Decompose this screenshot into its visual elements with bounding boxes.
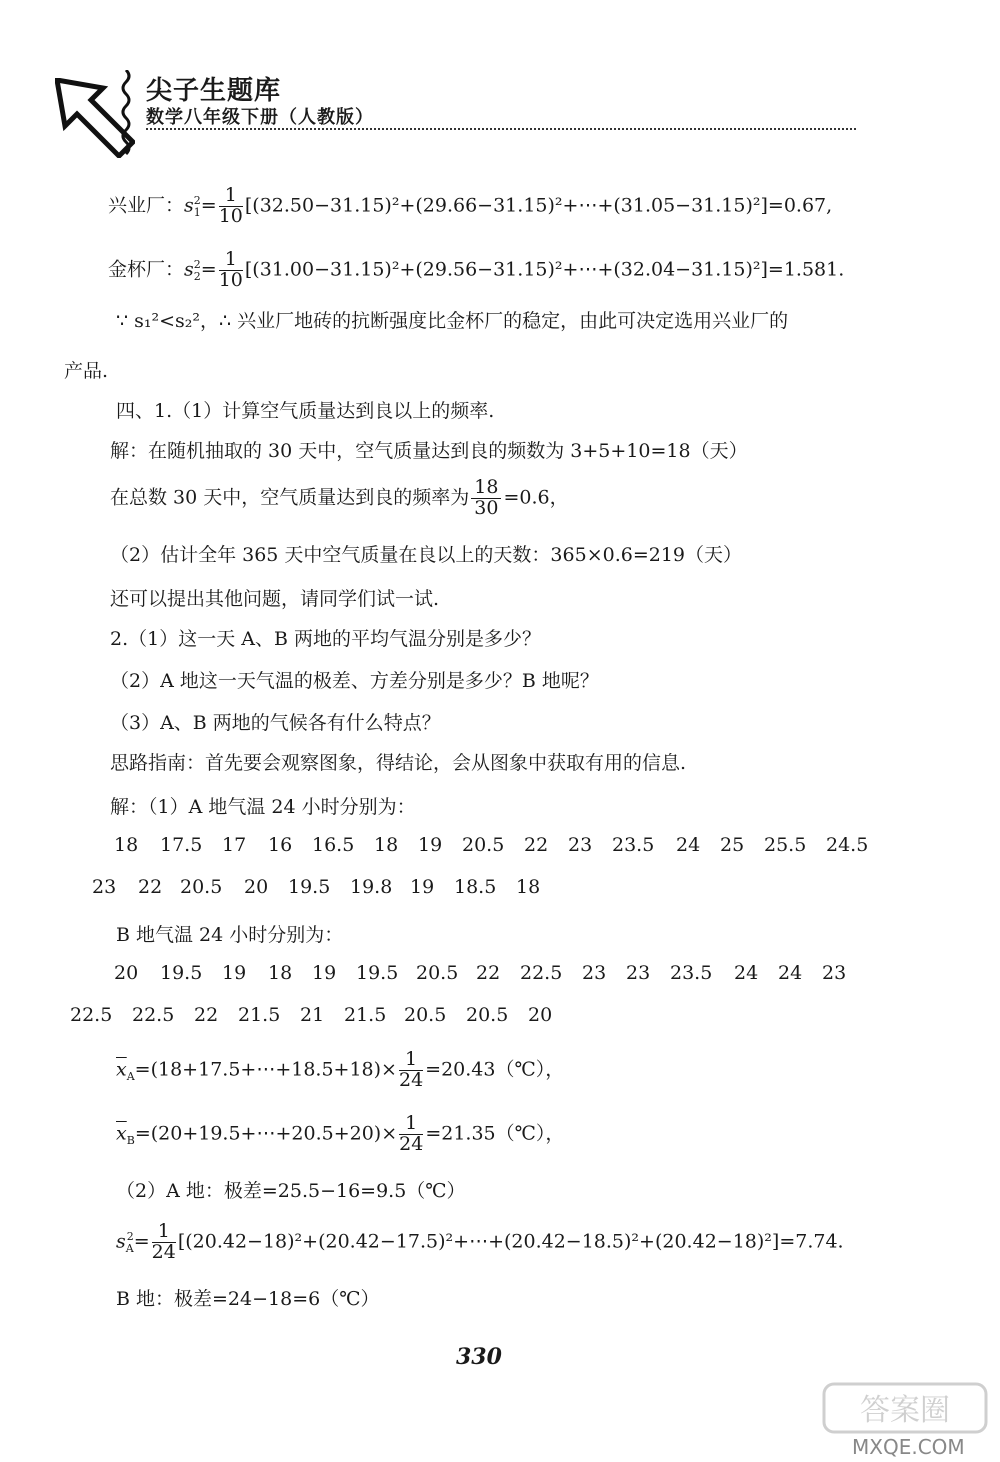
temp-value: 24 xyxy=(734,962,759,984)
fraction: $\frac{1}{10}$ xyxy=(218,248,243,291)
temps-a-row-1 xyxy=(0,834,1000,860)
temp-value: 22 xyxy=(138,876,163,898)
temp-value: 20.5 xyxy=(404,1004,447,1026)
temp-value: 22 xyxy=(194,1004,219,1026)
temp-value: 19.5 xyxy=(288,876,331,898)
extra-note: 还可以提出其他问题，请同学们试一试. xyxy=(110,588,440,610)
conclusion-line-end: 产品. xyxy=(64,360,109,382)
solution-a-temps-heading: 解：（1）A 地气温 24 小时分别为： xyxy=(110,796,416,818)
solution-estimate: （2）估计全年 365 天中空气质量在良以上的天数：365×0.6=219（天） xyxy=(110,544,743,566)
page-number: 330 xyxy=(456,1344,502,1370)
temp-value: 24 xyxy=(778,962,803,984)
variance-line-xingye: 兴业厂：$s_1^2=$ $\frac{1}{10}$ [(32.50−31.15)²+(29.66−31.15)²+⋯+(31.05−31.15)²]=0.67, xyxy=(108,184,833,227)
book-subtitle: 数学八年级下册（人教版） xyxy=(146,107,374,128)
temp-value: 20.5 xyxy=(180,876,223,898)
question-2-3: （3）A、B 两地的气候各有什么特点？ xyxy=(110,712,441,734)
hint-line: 思路指南：首先要会观察图象，得结论，会从图象中获取有用的信息. xyxy=(110,752,687,774)
temps-b-row-2 xyxy=(0,1004,1000,1030)
section-four-q1: 四、1.（1）计算空气质量达到良以上的频率. xyxy=(116,400,495,422)
conclusion-line: ∵ s₁²<s₂²，∴ 兴业厂地砖的抗断强度比金杯厂的稳定，由此可决定选用兴业厂的 xyxy=(116,310,789,332)
temp-value: 23 xyxy=(582,962,607,984)
temp-value: 23 xyxy=(568,834,593,856)
temp-value: 19.5 xyxy=(160,962,203,984)
temp-value: 22.5 xyxy=(520,962,563,984)
header-dotted-rule xyxy=(146,114,856,130)
temp-value: 17.5 xyxy=(160,834,203,856)
fraction: $\frac{18}{30}$ xyxy=(471,478,501,519)
temp-value: 20.5 xyxy=(466,1004,509,1026)
solution-frequency-count: 解：在随机抽取的 30 天中，空气质量达到良的频数为 3+5+10=18（天） xyxy=(110,440,748,462)
fraction: $\frac{1}{24}$ xyxy=(399,1112,424,1155)
temp-value: 25.5 xyxy=(764,834,807,856)
temp-value: 21.5 xyxy=(344,1004,387,1026)
temp-value: 20 xyxy=(528,1004,553,1026)
temp-value: 21 xyxy=(300,1004,325,1026)
temp-value: 23 xyxy=(626,962,651,984)
temp-value: 19 xyxy=(410,876,435,898)
solution-frequency-rate: 在总数 30 天中，空气质量达到良的频率为 $\frac{18}{30}$ =0.6， xyxy=(110,476,569,519)
temp-value: 19 xyxy=(418,834,443,856)
temp-value: 23.5 xyxy=(670,962,713,984)
temp-value: 18 xyxy=(268,962,293,984)
temp-value: 18.5 xyxy=(454,876,497,898)
temps-b-row-1 xyxy=(0,962,1000,988)
watermark-text: MXQE.COM xyxy=(852,1435,965,1459)
temp-value: 18 xyxy=(516,876,541,898)
fraction: $\frac{1}{10}$ xyxy=(218,184,243,227)
question-2-2: （2）A 地这一天气温的极差、方差分别是多少？B 地呢？ xyxy=(110,670,599,692)
temp-value: 24.5 xyxy=(826,834,869,856)
temp-value: 22 xyxy=(524,834,549,856)
temp-value: 22 xyxy=(476,962,501,984)
temp-value: 19 xyxy=(312,962,337,984)
temp-value: 20 xyxy=(114,962,139,984)
fraction: $\frac{1}{24}$ xyxy=(151,1220,176,1263)
temp-value: 22.5 xyxy=(70,1004,113,1026)
mean-a-line: $\overline{x}_A=(18+17.5+\cdots+18.5+18)\times$ $\frac{1}{24}$ =20.43（℃）， xyxy=(116,1048,565,1091)
question-2-1: 2.（1）这一天 A、B 两地的平均气温分别是多少？ xyxy=(110,628,541,650)
range-a-line: （2）A 地：极差=25.5−16=9.5（℃） xyxy=(116,1180,466,1202)
temp-value: 20.5 xyxy=(416,962,459,984)
variance-a-line: $s_A^2=$ $\frac{1}{24}$ [(20.42−18)²+(20.42−17.5)²+⋯+(20.42−18.5)²+(20.42−18)²]=7.74. xyxy=(116,1220,844,1263)
temp-value: 21.5 xyxy=(238,1004,281,1026)
wavy-divider xyxy=(118,70,134,158)
temp-value: 18 xyxy=(114,834,139,856)
book-title: 尖子生题库 xyxy=(146,76,282,106)
temp-value: 20.5 xyxy=(462,834,505,856)
fraction: $\frac{1}{24}$ xyxy=(398,1048,424,1091)
temp-value: 23 xyxy=(92,876,117,898)
temp-value: 24 xyxy=(676,834,701,856)
temp-value: 22.5 xyxy=(132,1004,175,1026)
temp-value: 23.5 xyxy=(612,834,655,856)
svg-text:答案圈: 答案圈 xyxy=(860,1393,950,1428)
temp-value: 16.5 xyxy=(312,834,355,856)
temp-value: 23 xyxy=(822,962,847,984)
temp-value: 17 xyxy=(222,834,247,856)
temp-value: 25 xyxy=(720,834,745,856)
temp-value: 20 xyxy=(244,876,269,898)
temp-value: 16 xyxy=(268,834,293,856)
temp-value: 19.5 xyxy=(356,962,399,984)
mean-b-line: $\overline{x}_B=(20+19.5+\cdots+20.5+20)\times$ $\frac{1}{24}$ =21.35（℃）， xyxy=(116,1112,565,1155)
temp-value: 18 xyxy=(374,834,399,856)
variance-line-jinbei: 金杯厂：$s_2^2=$ $\frac{1}{10}$ [(31.00−31.15)²+(29.56−31.15)²+⋯+(32.04−31.15)²]=1.581. xyxy=(108,248,845,291)
solution-b-temps-heading: B 地气温 24 小时分别为： xyxy=(116,924,344,946)
temp-value: 19 xyxy=(222,962,247,984)
temps-a-row-2 xyxy=(0,876,1000,902)
range-b-line: B 地：极差=24−18=6（℃） xyxy=(116,1288,380,1310)
temp-value: 19.8 xyxy=(350,876,393,898)
